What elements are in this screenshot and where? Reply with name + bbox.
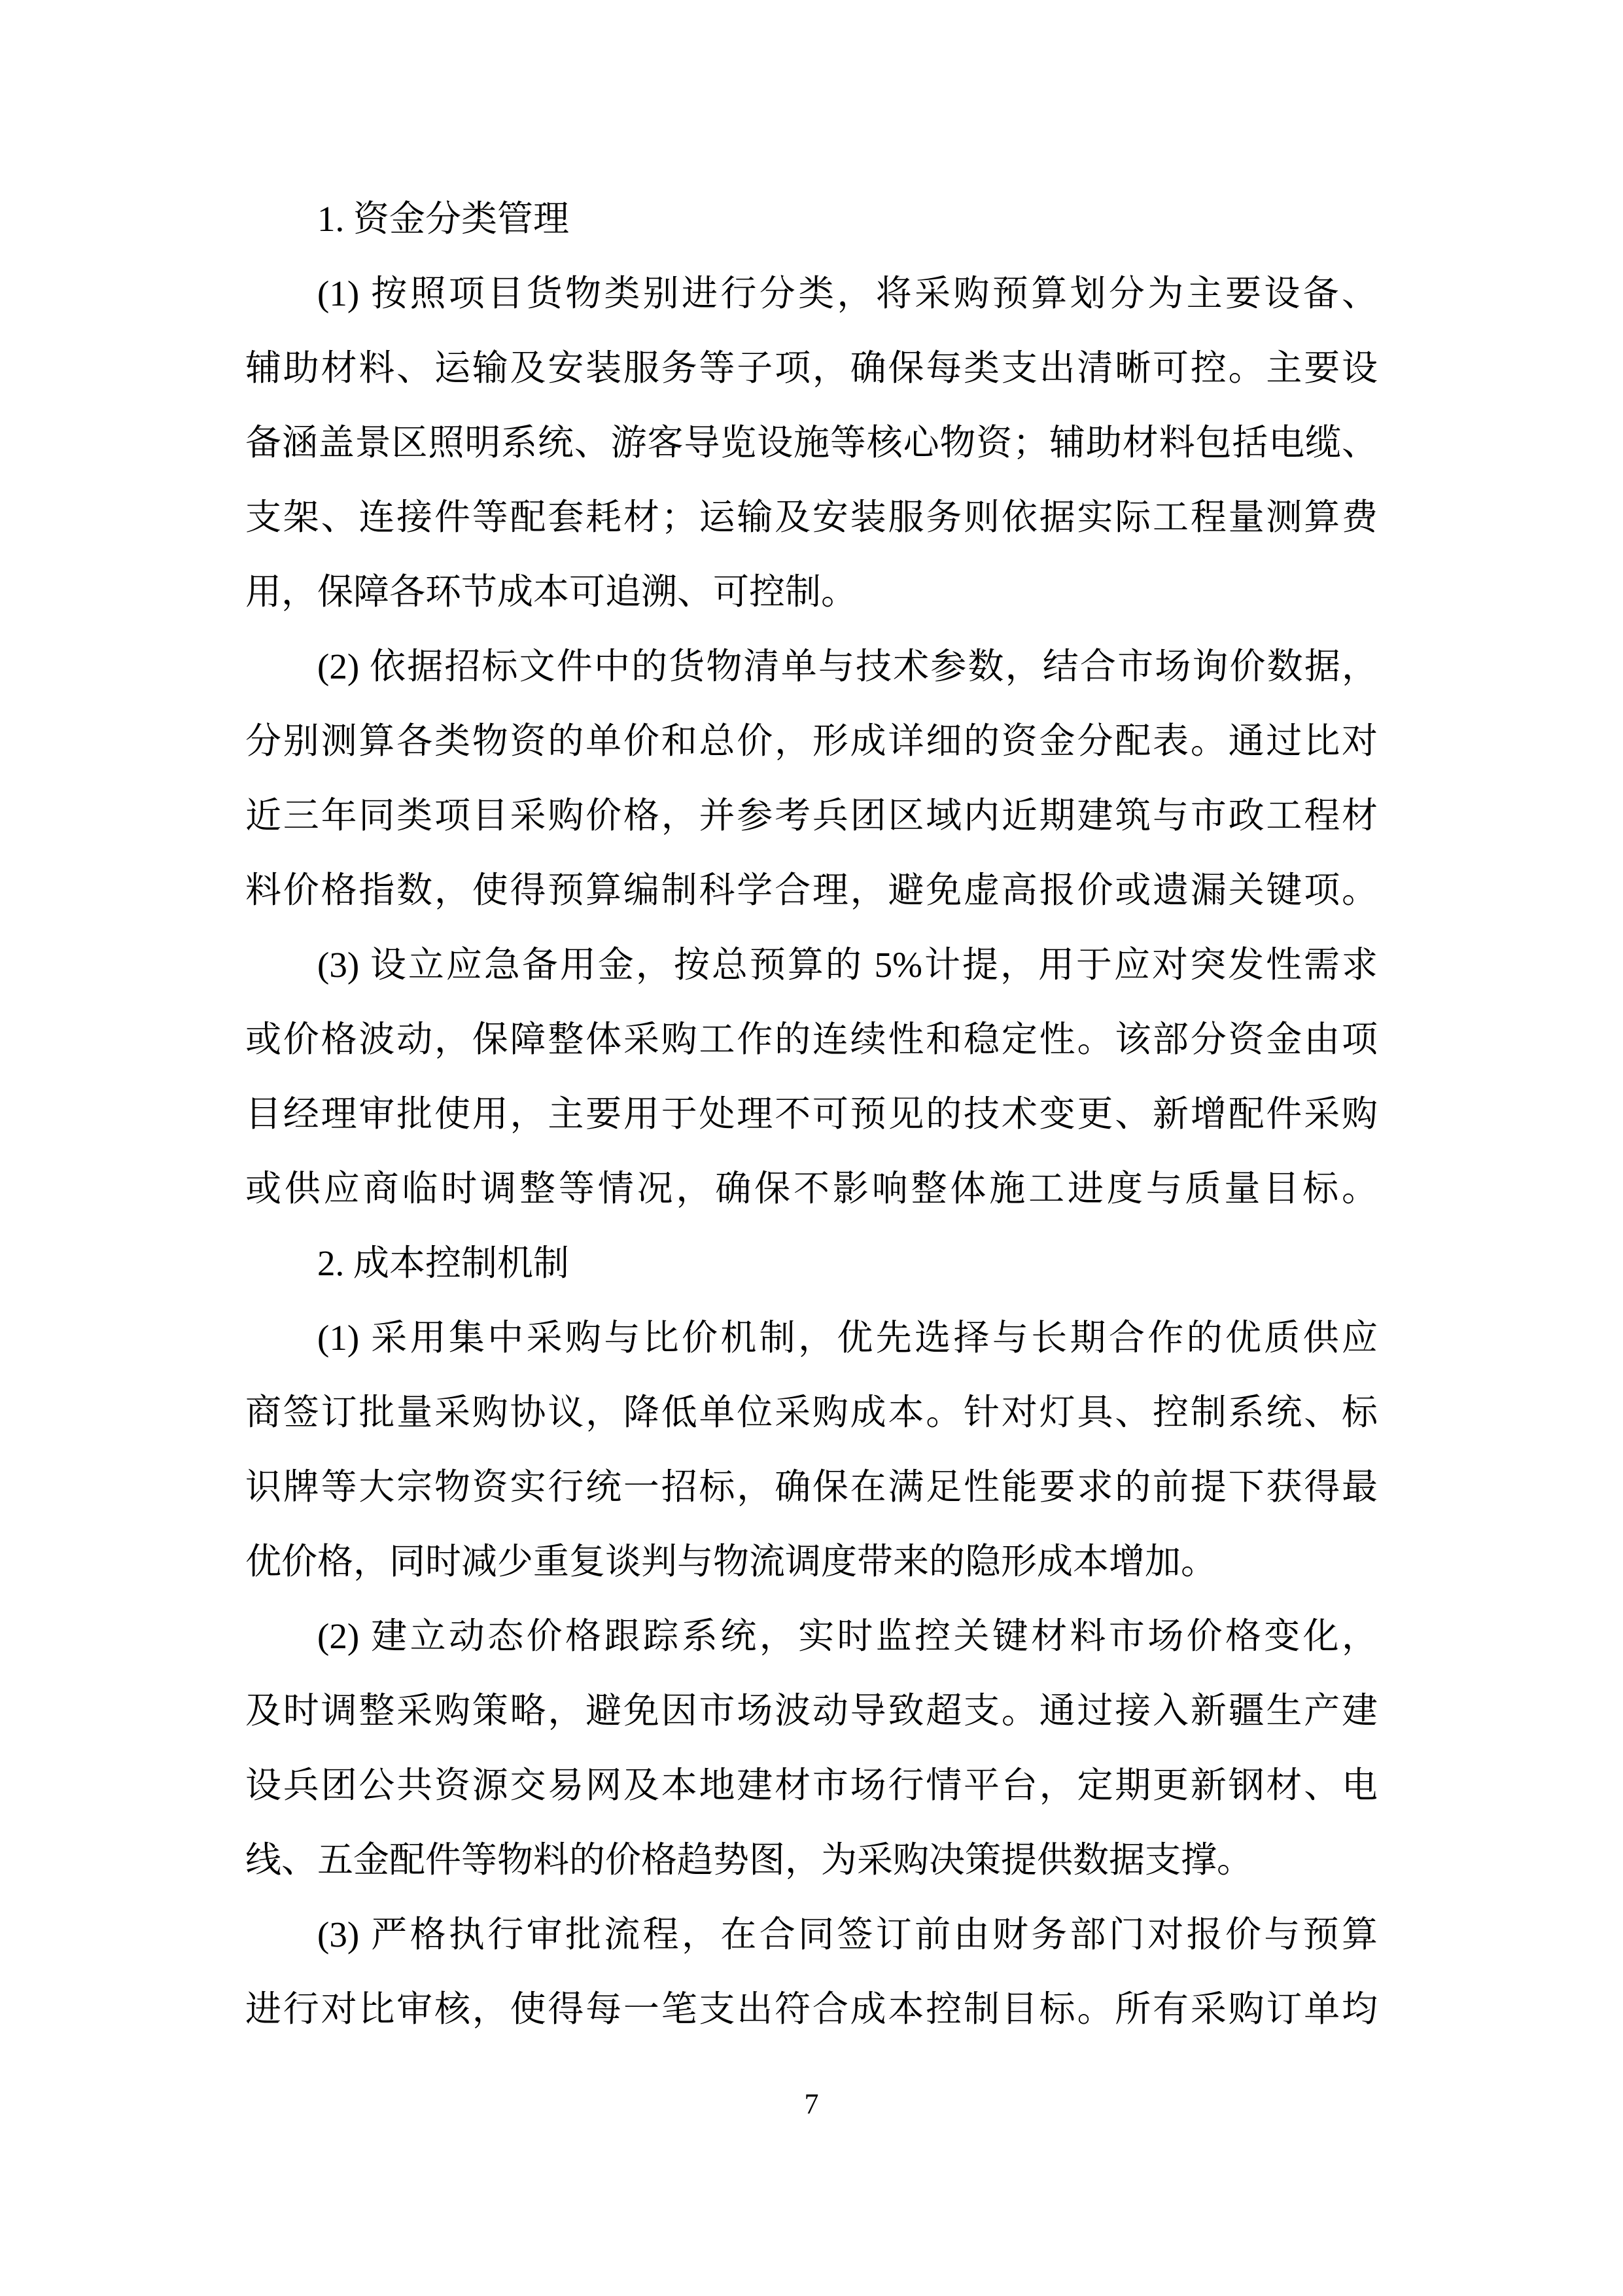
text-line: (1) 采用集中采购与比价机制，优先选择与长期合作的优质供应 — [317, 1318, 1378, 1358]
text-line: 识牌等大宗物资实行统一招标，确保在满足性能要求的前提下获得最 — [245, 1467, 1378, 1507]
text-line: 近三年同类项目采购价格，并参考兵团区域内近期建筑与市政工程材 — [245, 796, 1378, 836]
text-line: 分别测算各类物资的单价和总价，形成详细的资金分配表。通过比对 — [245, 721, 1378, 761]
text-line: 进行对比审核，使得每一笔支出符合成本控制目标。所有采购订单均 — [245, 1989, 1378, 2029]
text-line: 或供应商临时调整等情况，确保不影响整体施工进度与质量目标。 — [245, 1169, 1378, 1209]
text-line: 线、五金配件等物料的价格趋势图，为采购决策提供数据支撑。 — [245, 1840, 1253, 1880]
text-line: (2) 依据招标文件中的货物清单与技术参数，结合市场询价数据， — [317, 646, 1378, 686]
text-line: 优价格，同时减少重复谈判与物流调度带来的隐形成本增加。 — [245, 1542, 1217, 1581]
text-line: (2) 建立动态价格跟踪系统，实时监控关键材料市场价格变化， — [317, 1616, 1378, 1656]
text-line: 商签订批量采购协议，降低单位采购成本。针对灯具、控制系统、标 — [245, 1392, 1378, 1432]
text-line: 及时调整采购策略，避免因市场波动导致超支。通过接入新疆生产建 — [245, 1691, 1378, 1731]
text-line: 2. 成本控制机制 — [317, 1243, 570, 1283]
text-line: 料价格指数，使得预算编制科学合理，避免虚高报价或遗漏关键项。 — [245, 870, 1378, 910]
text-line: 辅助材料、运输及安装服务等子项，确保每类支出清晰可控。主要设 — [245, 348, 1378, 388]
text-line: 用，保障各环节成本可追溯、可控制。 — [245, 572, 858, 612]
text-line: 支架、连接件等配套耗材；运输及安装服务则依据实际工程量测算费 — [245, 497, 1378, 537]
text-body — [245, 182, 1378, 2047]
text-line: (1) 按照项目货物类别进行分类，将采购预算划分为主要设备、 — [317, 274, 1378, 313]
page-number: 7 — [804, 2088, 819, 2120]
text-line: (3) 设立应急备用金，按总预算的 5%计提，用于应对突发性需求 — [317, 945, 1378, 985]
text-line: (3) 严格执行审批流程，在合同签订前由财务部门对报价与预算 — [317, 1915, 1378, 1954]
text-line: 或价格波动，保障整体采购工作的连续性和稳定性。该部分资金由项 — [245, 1019, 1378, 1059]
text-line: 1. 资金分类管理 — [317, 199, 570, 239]
text-line: 备涵盖景区照明系统、游客导览设施等核心物资；辅助材料包括电缆、 — [245, 423, 1378, 463]
text-line: 目经理审批使用，主要用于处理不可预见的技术变更、新增配件采购 — [245, 1094, 1378, 1134]
text-line: 设兵团公共资源交易网及本地建材市场行情平台，定期更新钢材、电 — [245, 1765, 1378, 1805]
